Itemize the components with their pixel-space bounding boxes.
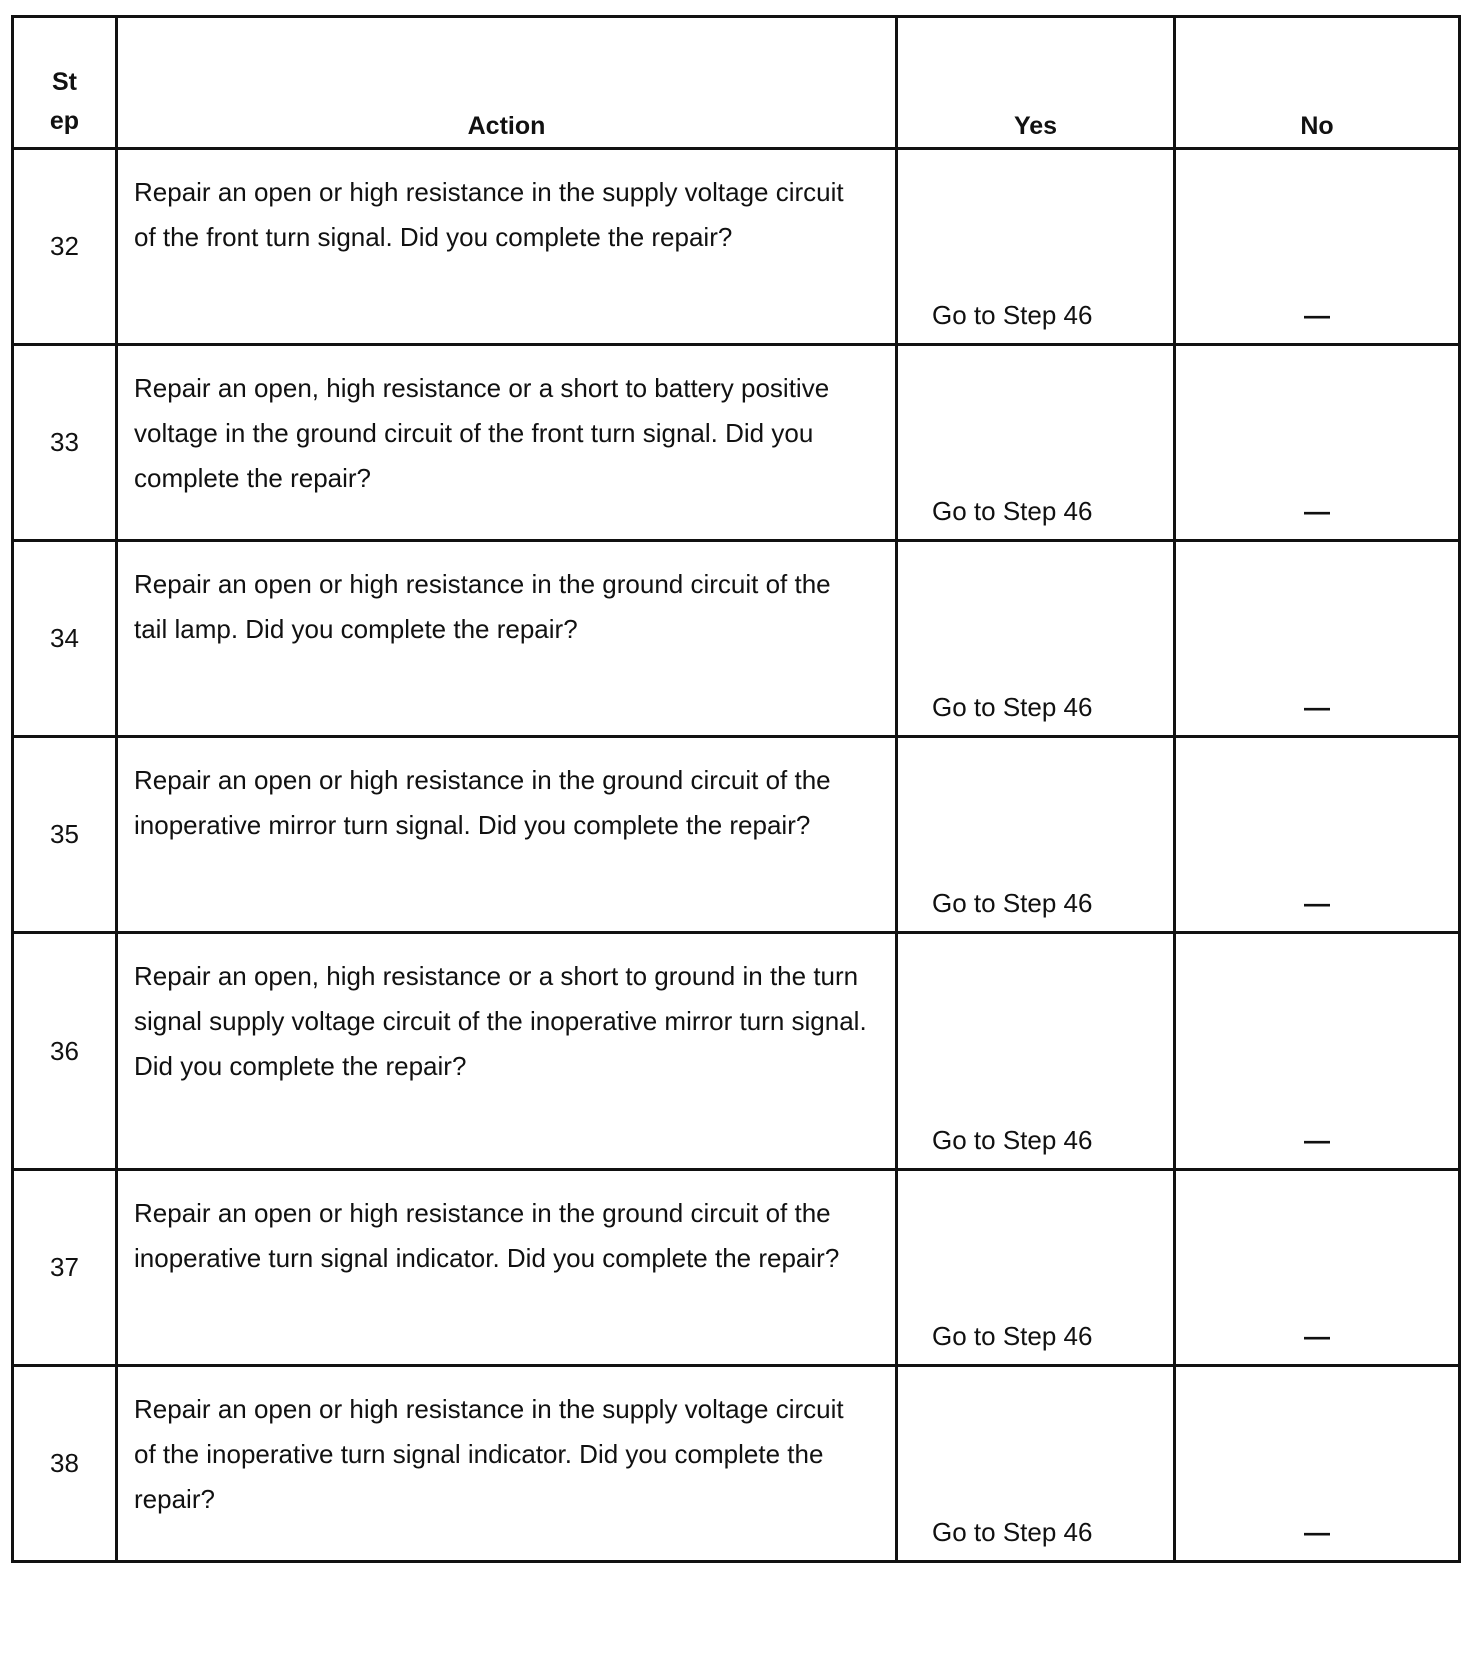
diagnostic-step-table — [11, 15, 1461, 1563]
yes-result: Go to Step 46 — [897, 345, 1175, 541]
step-number: 32 — [13, 149, 117, 345]
action-text: Repair an open or high resistance in the supply voltage circuit of the front turn signal. Did you complete the repair? — [117, 149, 897, 345]
step-number: 38 — [13, 1366, 117, 1562]
table-row — [13, 737, 1460, 933]
no-result: — — [1175, 541, 1460, 737]
table-row — [13, 1170, 1460, 1366]
no-result: — — [1175, 933, 1460, 1170]
action-column-header: Action — [117, 17, 897, 149]
no-result: — — [1175, 345, 1460, 541]
no-result: — — [1175, 149, 1460, 345]
step-number: 37 — [13, 1170, 117, 1366]
action-text: Repair an open or high resistance in the ground circuit of the tail lamp. Did you complete the repair? — [117, 541, 897, 737]
yes-column-header: Yes — [897, 17, 1175, 149]
table-header-row — [13, 17, 1460, 149]
yes-result: Go to Step 46 — [897, 933, 1175, 1170]
step-number: 34 — [13, 541, 117, 737]
step-number: 36 — [13, 933, 117, 1170]
step-number: 33 — [13, 345, 117, 541]
no-column-header: No — [1175, 17, 1460, 149]
action-text: Repair an open or high resistance in the ground circuit of the inoperative mirror turn signal. Did you complete the repair? — [117, 737, 897, 933]
yes-result: Go to Step 46 — [897, 1366, 1175, 1562]
no-result: — — [1175, 737, 1460, 933]
action-text: Repair an open or high resistance in the ground circuit of the inoperative turn signal indicator. Did you complete the repair? — [117, 1170, 897, 1366]
table-row — [13, 1366, 1460, 1562]
no-result: — — [1175, 1366, 1460, 1562]
action-text: Repair an open or high resistance in the supply voltage circuit of the inoperative turn signal indicator. Did you complete the repair? — [117, 1366, 897, 1562]
yes-result: Go to Step 46 — [897, 541, 1175, 737]
yes-result: Go to Step 46 — [897, 1170, 1175, 1366]
table-row — [13, 345, 1460, 541]
no-result: — — [1175, 1170, 1460, 1366]
step-column-header: St ep — [13, 17, 117, 149]
action-text: Repair an open, high resistance or a short to battery positive voltage in the ground circuit of the front turn signal. Did you complete the repair? — [117, 345, 897, 541]
table-row — [13, 933, 1460, 1170]
step-number: 35 — [13, 737, 117, 933]
table-row — [13, 149, 1460, 345]
action-text: Repair an open, high resistance or a short to ground in the turn signal supply voltage circuit of the inoperative mirror turn signal. Did you complete the repair? — [117, 933, 897, 1170]
table-row — [13, 541, 1460, 737]
yes-result: Go to Step 46 — [897, 149, 1175, 345]
yes-result: Go to Step 46 — [897, 737, 1175, 933]
